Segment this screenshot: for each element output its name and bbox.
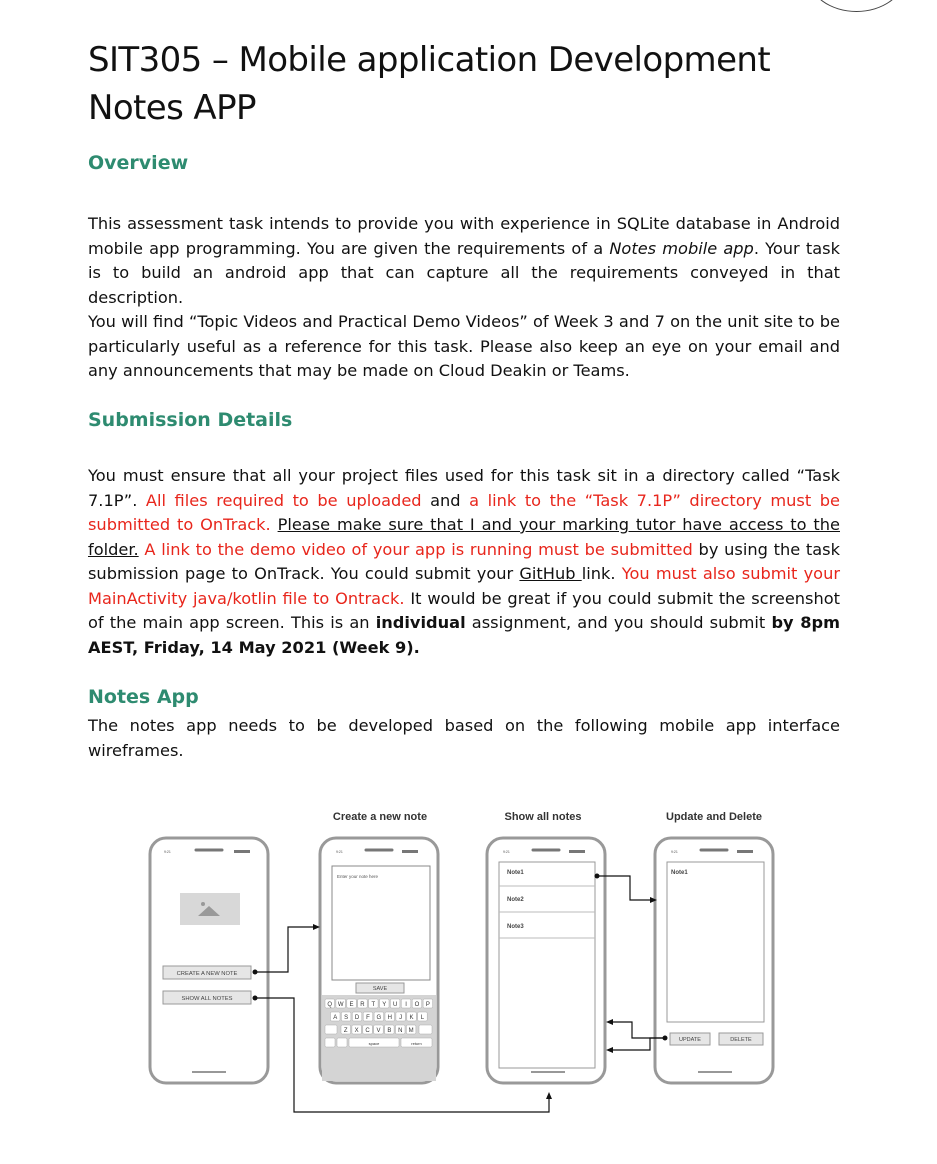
overview-heading: Overview xyxy=(88,152,189,174)
svg-text:9:21: 9:21 xyxy=(164,850,171,854)
svg-text:9:21: 9:21 xyxy=(671,850,678,854)
key-w-label: W xyxy=(337,1001,344,1008)
key-v-label: V xyxy=(376,1027,381,1034)
key-return-label: return xyxy=(411,1040,422,1046)
key-g-label: G xyxy=(376,1014,382,1021)
show-notes-title: Show all notes xyxy=(504,811,582,823)
key-q-label: Q xyxy=(327,1001,333,1008)
key-j-label: J xyxy=(399,1014,403,1021)
corner-decoration xyxy=(808,0,905,12)
key-o-label: O xyxy=(414,1001,420,1008)
key-emoji[interactable] xyxy=(337,1038,347,1047)
create-note-title: Create a new note xyxy=(332,811,428,823)
overview-paragraph-1: This assessment task intends to provide you with experience in SQLite database in Android mobile app programming. You are given the requirements of a Notes mobile app. Your task is to build an android app that can capture all the requirements conveyed in that description. xyxy=(88,214,840,307)
key-space-label: space xyxy=(368,1040,380,1046)
svg-text:9:21: 9:21 xyxy=(336,850,343,854)
key-backspace[interactable] xyxy=(419,1025,432,1034)
key-t-label: T xyxy=(371,1001,376,1008)
key-m-label: M xyxy=(408,1027,414,1034)
svg-text:UPDATE: UPDATE xyxy=(679,1037,701,1043)
key-d-label: D xyxy=(354,1014,360,1021)
update-delete-title: Update and Delete xyxy=(666,811,762,823)
update-delete-phone xyxy=(655,838,773,1083)
svg-text:Note1: Note1 xyxy=(671,870,688,876)
note1-item[interactable]: Note1 xyxy=(507,870,524,876)
notes-app-paragraph: The notes app needs to be developed based on the following mobile app interface wireframes. xyxy=(88,716,840,760)
overview-paragraph-2: You will find “Topic Videos and Practical Demo Videos” of Week 3 and 7 on the unit site to be particularly useful as a reference for this task. Please also keep an eye on your email and any announcements that may be made on Cloud Deakin or Teams. xyxy=(88,312,840,380)
svg-text:SHOW ALL NOTES: SHOW ALL NOTES xyxy=(181,996,233,1002)
notes-app-heading: Notes App xyxy=(88,686,199,708)
create-note-phone xyxy=(320,838,438,1083)
svg-text:CREATE A NEW NOTE: CREATE A NEW NOTE xyxy=(176,971,238,977)
wireframes-diagram xyxy=(0,800,937,1130)
title-line-1: SIT305 – Mobile application Development xyxy=(88,40,771,80)
note-input[interactable] xyxy=(332,866,430,980)
edit-note-input[interactable] xyxy=(667,862,764,1022)
github-link[interactable]: GitHub xyxy=(519,564,582,583)
key-r-label: R xyxy=(360,1001,365,1008)
key-x-label: X xyxy=(354,1027,359,1034)
key-k-label: K xyxy=(409,1014,414,1021)
key-e-label: E xyxy=(349,1001,354,1008)
key-n-label: N xyxy=(398,1027,403,1034)
submission-heading: Submission Details xyxy=(88,409,293,431)
note2-item[interactable]: Note2 xyxy=(507,897,524,903)
svg-text:DELETE: DELETE xyxy=(730,1037,752,1043)
svg-text:9:21: 9:21 xyxy=(503,850,510,854)
document-title xyxy=(88,36,770,132)
svg-text:Enter your note here: Enter your note here xyxy=(337,874,379,879)
key-numbers[interactable] xyxy=(325,1038,335,1047)
key-p-label: P xyxy=(425,1001,430,1008)
title-line-2: Notes APP xyxy=(88,88,256,128)
key-f-label: F xyxy=(366,1014,370,1021)
key-a-label: A xyxy=(333,1014,338,1021)
key-c-label: C xyxy=(365,1027,370,1034)
key-i-label: I xyxy=(405,1001,407,1008)
key-b-label: B xyxy=(387,1027,392,1034)
submission-paragraph: You must ensure that all your project files used for this task sit in a directory called “Task 7.1P”. All files required to be uploaded and a link to the “Task 7.1P” directory must be submitted to OnTrack. Please make sure that I and your marking tutor have access to the folder. A link to the demo video of your app is running must be submitted by using the task submission page to OnTrack. You could submit your GitHub link. You must also submit your MainActivity java/kotlin file to Ontrack. It would be great if you could submit the screenshot of the main app screen. This is an individual assignment, and you should submit by 8pm AEST, Friday, 14 May 2021 (Week 9). xyxy=(88,466,841,657)
key-l-label: L xyxy=(420,1014,425,1021)
show-notes-phone xyxy=(487,838,605,1083)
key-h-label: H xyxy=(387,1014,392,1021)
key-shift[interactable] xyxy=(325,1025,337,1034)
main-screen-phone xyxy=(150,838,268,1083)
key-z-label: Z xyxy=(343,1027,348,1034)
key-s-label: S xyxy=(344,1014,349,1021)
key-y-label: Y xyxy=(382,1001,387,1008)
svg-text:SAVE: SAVE xyxy=(372,986,388,992)
key-u-label: U xyxy=(392,1001,398,1008)
note3-item[interactable]: Note3 xyxy=(507,924,524,930)
